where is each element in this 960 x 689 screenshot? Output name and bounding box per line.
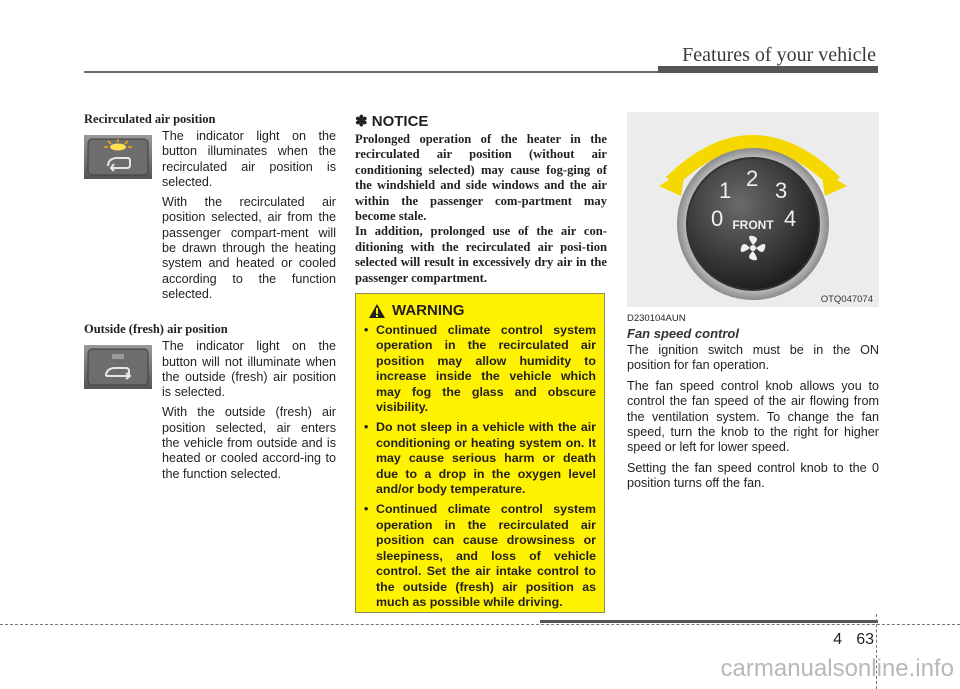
knob-digit: 2 (746, 166, 759, 191)
recirc-text-2: With the recirculated air position selected, air from the passenger compart-ment will be drawn through the heating system and heated or cooled according to the function selected. (162, 195, 336, 301)
chapter-number: 4 (833, 631, 843, 648)
fan-text-1: The ignition switch must be in the ON position for fan operation. (627, 343, 879, 373)
warning-item: • Continued climate control system operation in the recirculated air position can cause drowsiness or sleepiness, and loss of vehicle control. Set the air intake control to the outside (fresh) air position as much as possible while driving. (364, 502, 596, 609)
knob-digit: 0 (711, 206, 724, 231)
bullet-icon: • (364, 323, 369, 337)
warning-box (355, 293, 605, 613)
bullet-icon: • (364, 502, 369, 517)
warning-header (368, 302, 596, 319)
notice-text-1: Prolonged operation of the heater in the recirculated air position (without air conditioning selected) may cause fog-ging of the windshield and side windows and the air within the passenger com-partment may become stale. (355, 132, 607, 224)
fan-text-3: Setting the fan speed control knob to the 0 position turns off the fan. (627, 460, 879, 491)
page-number (833, 631, 874, 649)
footer-rule (0, 624, 960, 625)
header-title: Features of your vehicle (682, 44, 876, 66)
section-code: D230104AUN (627, 313, 686, 324)
fan-knob-figure (627, 112, 879, 307)
warning-title: WARNING (392, 302, 465, 319)
knob-label: FRONT (732, 218, 774, 232)
fan-heading: Fan speed control (627, 326, 739, 341)
figure-caption: OTQ047074 (820, 294, 873, 305)
page-number-value: 63 (856, 631, 874, 648)
header-rule-accent (658, 66, 878, 73)
footer-bar (540, 620, 878, 623)
column-right (627, 112, 879, 492)
watermark: carmanualsonline.info (720, 655, 954, 682)
warning-item: • Continued climate control system operation in the recirculated air position may allow humidity to increase inside the vehicle which may fog the glass and obscure visibility. (364, 323, 596, 415)
notice-text-2: In addition, prolonged use of the air con-ditioning with the recirculated air posi-tion selected will result in excessively dry air in the passenger compartment. (355, 224, 607, 285)
header-rule (84, 71, 658, 73)
notice-title: ✽ NOTICE (355, 113, 429, 130)
recirc-row (84, 129, 336, 190)
fan-text-2: The fan speed control knob allows you to control the fan speed of the air flowing from the ventilation system. To change the fan speed, turn the knob to the right for higher speed or left for lower speed. (627, 378, 879, 455)
warning-item: • Do not sleep in a vehicle with the air conditioning or heating system on. It may cause serious harm or death due to a drop in the oxygen level and/or body temperature. (364, 420, 596, 497)
knob-digit: 4 (784, 206, 797, 231)
fan-knob-illustration (627, 112, 879, 307)
outside-air-button-icon (84, 345, 152, 389)
recirc-button-icon (84, 135, 152, 179)
outside-row (84, 339, 336, 400)
recirc-text-1: The indicator light on the button illuminates when the recirculated air position is selected. (162, 129, 336, 189)
column-middle (355, 112, 607, 286)
outside-heading: Outside (fresh) air position (84, 322, 228, 337)
knob-digit: 1 (719, 178, 732, 203)
recirc-heading: Recirculated air position (84, 112, 216, 126)
outside-text-2: With the outside (fresh) air position selected, air enters the vehicle from outside and is heated or cooled accord-ing to the function selected. (162, 405, 336, 481)
bullet-icon: • (364, 420, 369, 435)
knob-digit: 3 (775, 178, 788, 203)
outside-text-1: The indicator light on the button will not illuminate when the outside (fresh) air position is selected. (162, 339, 336, 400)
column-left (84, 112, 336, 482)
warning-triangle-icon (368, 303, 386, 319)
